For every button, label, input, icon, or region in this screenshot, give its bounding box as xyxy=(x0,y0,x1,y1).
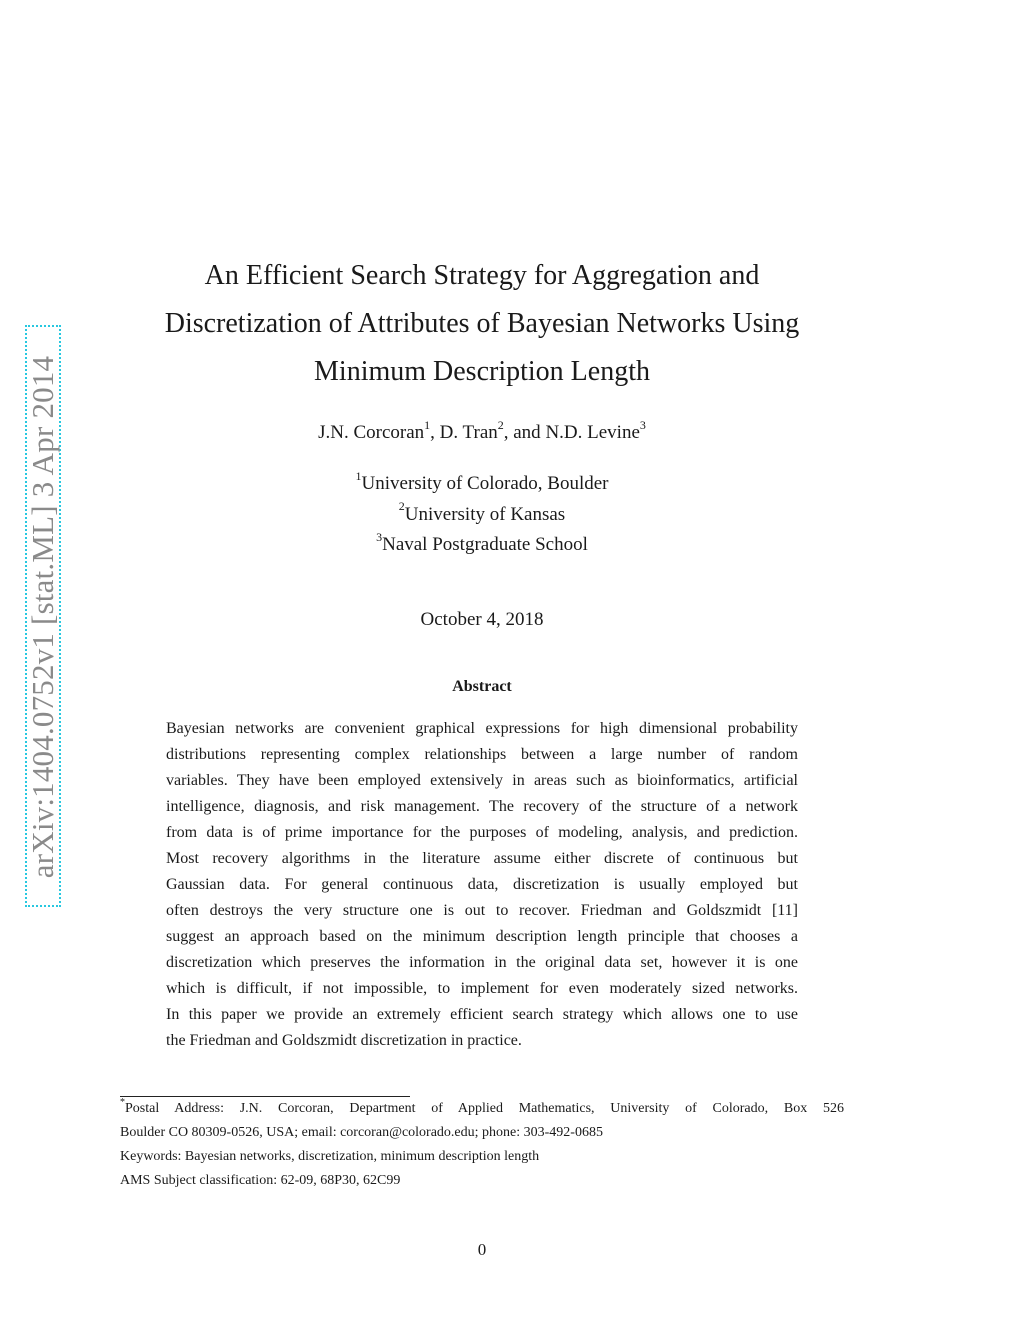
author-separator: , and xyxy=(503,422,546,443)
affiliation-marker: 1 xyxy=(355,468,362,483)
affiliation-item xyxy=(120,469,844,500)
affiliation-list xyxy=(120,469,844,561)
affiliation-name: Naval Postgraduate School xyxy=(382,534,588,555)
affiliation-marker: 3 xyxy=(376,529,383,544)
affiliation-item xyxy=(120,530,844,561)
author-name: N.D. Levine xyxy=(545,422,640,443)
footnote-ams-classification: AMS Subject classification: 62-09, 68P30, 62C99 xyxy=(120,1173,401,1188)
arxiv-stamp[interactable]: arXiv:1404.0752v1 [stat.ML] 3 Apr 2014 xyxy=(25,355,60,879)
abstract-line: from data is of prime importance for the purposes of modeling, analysis, and prediction. xyxy=(166,824,798,841)
page-number: 0 xyxy=(477,1240,487,1259)
abstract-line: Gaussian data. For general continuous data, discretization is usually employed but xyxy=(166,876,798,893)
abstract-line: distributions representing complex relationships between a large number of random xyxy=(166,746,798,763)
paper-title xyxy=(120,252,844,396)
abstract-line: variables. They have been employed extensively in areas such as bioinformatics, artificial xyxy=(166,772,798,789)
abstract-line: which is difficult, if not impossible, to implement for even moderately sized networks. xyxy=(166,980,798,997)
author-name: J.N. Corcoran xyxy=(318,422,425,443)
footnote-marker: * xyxy=(120,1097,125,1109)
author-separator: , xyxy=(430,422,440,443)
abstract-line: often destroys the very structure one is out to recover. Friedman and Goldszmidt [11] xyxy=(166,902,798,919)
paper-date: October 4, 2018 xyxy=(420,609,544,630)
abstract-line: intelligence, diagnosis, and risk management. The recovery of the structure of a network xyxy=(166,798,798,815)
footnote-postal-text: Postal Address: J.N. Corcoran, Department of Applied Mathematics, University of Colorado, Box 526 xyxy=(125,1101,844,1116)
abstract-body xyxy=(166,716,798,1054)
footnotes xyxy=(120,1097,844,1193)
abstract-line: the Friedman and Goldszmidt discretization in practice. xyxy=(166,1032,522,1049)
affiliation-marker: 2 xyxy=(398,499,405,514)
abstract-line: In this paper we provide an extremely efficient search strategy which allows one to use xyxy=(166,1006,798,1023)
abstract-line: discretization which preserves the information in the original data set, however it is one xyxy=(166,954,798,971)
author-affiliation-marker: 2 xyxy=(497,417,504,432)
title-line-2: Discretization of Attributes of Bayesian Networks Using xyxy=(164,308,800,339)
title-line-3: Minimum Description Length xyxy=(314,356,650,387)
title-line-1: An Efficient Search Strategy for Aggregation and xyxy=(204,260,760,291)
abstract-line: Bayesian networks are convenient graphical expressions for high dimensional probability xyxy=(166,720,798,737)
author-affiliation-marker: 1 xyxy=(424,417,431,432)
author-name: D. Tran xyxy=(439,422,498,443)
affiliation-item xyxy=(120,500,844,531)
footnote-postal-line-2: Boulder CO 80309-0526, USA; email: corcoran@colorado.edu; phone: 303-492-0685 xyxy=(120,1125,603,1140)
footnote-postal-line-1 xyxy=(120,1097,844,1121)
abstract-line: suggest an approach based on the minimum description length principle that chooses a xyxy=(166,928,798,945)
author-affiliation-marker: 3 xyxy=(639,417,646,432)
footnote-keywords: Keywords: Bayesian networks, discretization, minimum description length xyxy=(120,1149,540,1164)
affiliation-name: University of Colorado, Boulder xyxy=(361,473,609,494)
affiliation-name: University of Kansas xyxy=(404,503,566,525)
author-list xyxy=(120,417,844,446)
abstract-heading: Abstract xyxy=(452,678,512,695)
abstract-line: Most recovery algorithms in the literature assume either discrete of continuous but xyxy=(166,850,798,867)
